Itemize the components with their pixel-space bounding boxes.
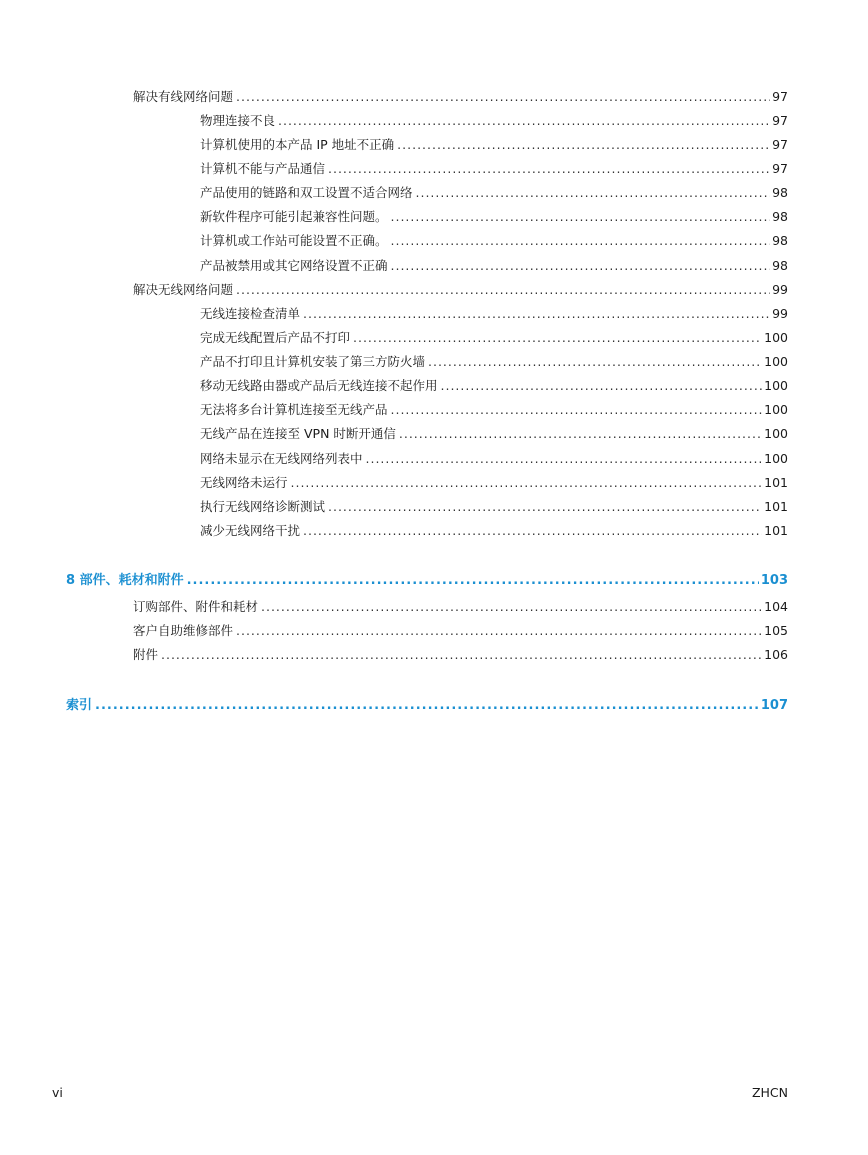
toc-entry-title: 物理连接不良 xyxy=(200,113,276,128)
toc-entry-title: 无线产品在连接至 VPN 时断开通信 xyxy=(200,426,396,441)
dot-leader xyxy=(353,328,762,348)
toc-entry[interactable] xyxy=(133,621,788,641)
toc-entry-title: 执行无线网络诊断测试 xyxy=(200,499,326,514)
dot-leader xyxy=(236,87,770,107)
toc-entry[interactable] xyxy=(200,207,788,227)
toc-entry-page: 100 xyxy=(764,402,788,417)
toc-entry-title: 解决有线网络问题 xyxy=(133,89,234,104)
toc-entry-page: 104 xyxy=(764,599,788,614)
page-number-footer: vi xyxy=(52,1085,63,1100)
toc-entry-title: 产品使用的链路和双工设置不适合网络 xyxy=(200,185,413,200)
dot-leader xyxy=(416,183,771,203)
toc-entry-title: 移动无线路由器或产品后无线连接不起作用 xyxy=(200,378,438,393)
toc-entry-title: 计算机不能与产品通信 xyxy=(200,161,326,176)
toc-entry[interactable] xyxy=(133,645,788,665)
dot-leader xyxy=(428,352,762,372)
toc-entry-page: 101 xyxy=(764,523,788,538)
toc-entry[interactable] xyxy=(200,497,788,517)
dot-leader xyxy=(391,207,771,227)
toc-entry[interactable] xyxy=(200,328,788,348)
dot-leader xyxy=(366,449,763,469)
toc-entry[interactable] xyxy=(200,111,788,131)
toc-entry-page: 100 xyxy=(764,330,788,345)
toc-entry-title: 订购部件、附件和耗材 xyxy=(133,599,259,614)
toc-entry[interactable] xyxy=(200,473,788,493)
dot-leader xyxy=(328,159,770,179)
toc-chapter-page: 107 xyxy=(760,698,788,713)
dot-leader xyxy=(95,696,759,716)
dot-leader xyxy=(391,231,771,251)
toc-entry-page: 97 xyxy=(772,161,788,176)
toc-chapter-page: 103 xyxy=(760,573,788,588)
dot-leader xyxy=(236,280,770,300)
locale-code-footer: ZHCN xyxy=(751,1085,788,1100)
toc-chapter-title: 索引 xyxy=(66,698,93,713)
dot-leader xyxy=(303,521,762,541)
dot-leader xyxy=(328,497,762,517)
toc-entry[interactable] xyxy=(200,449,788,469)
toc-entry-page: 98 xyxy=(772,185,788,200)
toc-entry[interactable] xyxy=(200,521,788,541)
dot-leader xyxy=(161,645,762,665)
toc-entry[interactable] xyxy=(200,231,788,251)
toc-entry-page: 100 xyxy=(764,354,788,369)
dot-leader xyxy=(303,304,770,324)
dot-leader xyxy=(291,473,763,493)
dot-leader xyxy=(391,400,763,420)
toc-entry-page: 98 xyxy=(772,233,788,248)
toc-entry-title: 无线网络未运行 xyxy=(200,475,288,490)
toc-entry[interactable] xyxy=(200,135,788,155)
toc-entry-title: 计算机或工作站可能设置不正确。 xyxy=(200,233,388,248)
toc-entry[interactable] xyxy=(200,256,788,276)
toc-entry-title: 无法将多台计算机连接至无线产品 xyxy=(200,402,388,417)
dot-leader xyxy=(399,424,762,444)
toc-entry-page: 105 xyxy=(764,623,788,638)
toc-entry[interactable] xyxy=(200,183,788,203)
toc-entry-page: 98 xyxy=(772,258,788,273)
toc-entry-page: 100 xyxy=(764,426,788,441)
dot-leader xyxy=(261,597,762,617)
toc-entry[interactable] xyxy=(133,597,788,617)
toc-entry-title: 新软件程序可能引起兼容性问题。 xyxy=(200,209,388,224)
toc-entry-page: 101 xyxy=(764,475,788,490)
toc-chapter[interactable] xyxy=(66,696,788,716)
toc-entry-title: 减少无线网络干扰 xyxy=(200,523,301,538)
toc-entry-page: 97 xyxy=(772,89,788,104)
toc-entry-title: 完成无线配置后产品不打印 xyxy=(200,330,351,345)
toc-entry-page: 99 xyxy=(772,282,788,297)
toc-entry-page: 97 xyxy=(772,137,788,152)
toc-entry-page: 106 xyxy=(764,647,788,662)
toc-chapter[interactable] xyxy=(66,571,788,591)
toc-entry-page: 100 xyxy=(764,451,788,466)
toc-entry-page: 101 xyxy=(764,499,788,514)
toc-entry-title: 产品被禁用或其它网络设置不正确 xyxy=(200,258,388,273)
toc-entry-title: 附件 xyxy=(133,647,159,662)
toc-entry[interactable] xyxy=(200,304,788,324)
toc-entry-page: 100 xyxy=(764,378,788,393)
toc-entry[interactable] xyxy=(200,159,788,179)
toc-entry[interactable] xyxy=(133,87,788,107)
toc-entry[interactable] xyxy=(200,352,788,372)
toc-entry[interactable] xyxy=(200,400,788,420)
toc-entry-title: 无线连接检查清单 xyxy=(200,306,301,321)
dot-leader xyxy=(278,111,770,131)
toc-entry-title: 计算机使用的本产品 IP 地址不正确 xyxy=(200,137,395,152)
dot-leader xyxy=(397,135,770,155)
toc-entry-page: 98 xyxy=(772,209,788,224)
toc-entry-title: 客户自助维修部件 xyxy=(133,623,234,638)
toc-entry-page: 99 xyxy=(772,306,788,321)
dot-leader xyxy=(187,571,759,591)
toc-entry-title: 网络未显示在无线网络列表中 xyxy=(200,451,363,466)
dot-leader xyxy=(391,256,771,276)
toc-entry[interactable] xyxy=(200,424,788,444)
toc-entry[interactable] xyxy=(133,280,788,300)
dot-leader xyxy=(236,621,762,641)
toc-entry-title: 解决无线网络问题 xyxy=(133,282,234,297)
dot-leader xyxy=(441,376,763,396)
toc-chapter-title: 8 部件、耗材和附件 xyxy=(66,573,184,588)
toc-entry[interactable] xyxy=(200,376,788,396)
toc-entry-page: 97 xyxy=(772,113,788,128)
toc-entry-title: 产品不打印且计算机安装了第三方防火墙 xyxy=(200,354,426,369)
